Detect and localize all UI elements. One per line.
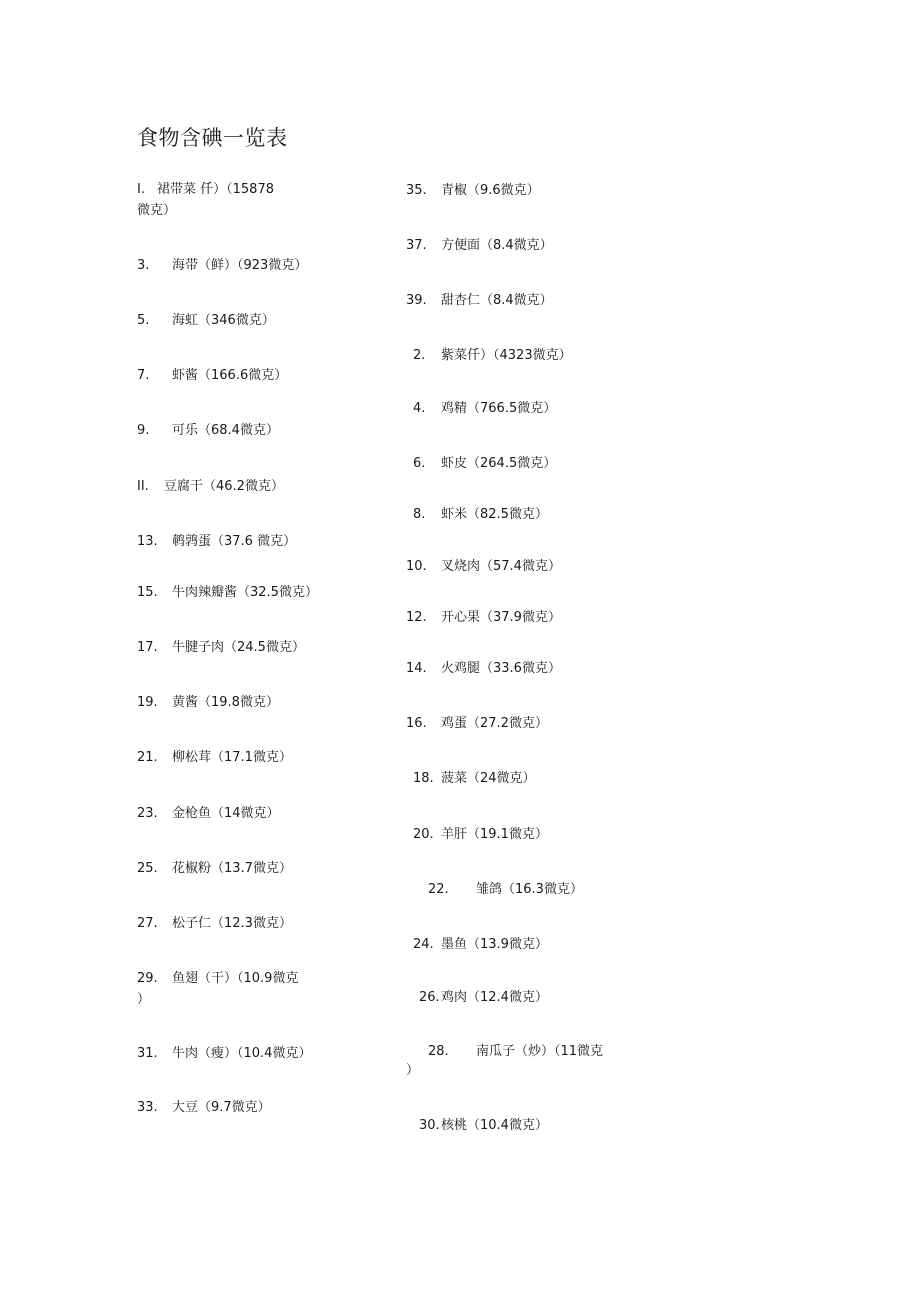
- item-label: 金枪鱼（14微克）: [172, 806, 280, 821]
- item-number: 19.: [137, 695, 158, 710]
- list-item: [406, 557, 561, 577]
- list-item: [137, 1098, 271, 1118]
- item-number: II.: [137, 479, 149, 494]
- item-number: 18.: [413, 771, 434, 786]
- list-item: [413, 399, 556, 419]
- item-label: 松子仁（12.3微克）: [172, 916, 292, 931]
- item-label: 鸡肉（12.4微克）: [441, 990, 548, 1005]
- item-number: 12.: [406, 610, 427, 625]
- item-label: 火鸡腿（33.6微克）: [441, 661, 561, 676]
- item-label: 虾米（82.5微克）: [441, 507, 548, 522]
- item-continuation: ）: [406, 1063, 420, 1078]
- item-label: 青椒（9.6微克）: [441, 183, 540, 198]
- item-number: 26.: [419, 990, 440, 1005]
- list-item: [137, 256, 307, 276]
- item-label: 开心果（37.9微克）: [441, 610, 561, 625]
- list-item: [137, 859, 292, 879]
- list-item: [413, 346, 572, 366]
- item-number: 29.: [137, 971, 158, 986]
- item-number: 31.: [137, 1046, 158, 1061]
- item-label: 虾皮（264.5微克）: [441, 456, 557, 471]
- list-item: [413, 935, 548, 955]
- item-number: 7.: [137, 368, 150, 383]
- item-number: 20.: [413, 827, 434, 842]
- item-number: 8.: [413, 507, 426, 522]
- item-number: 2.: [413, 348, 426, 363]
- list-item: [413, 454, 556, 474]
- list-item: [406, 181, 540, 201]
- item-label: 虾酱（166.6微克）: [172, 368, 288, 383]
- item-number: 30.: [419, 1118, 440, 1133]
- item-label: 裙带菜 仟）（15878: [157, 182, 274, 197]
- item-number: 15.: [137, 585, 158, 600]
- item-label: 黄酱（19.8微克）: [172, 695, 279, 710]
- item-number: 25.: [137, 861, 158, 876]
- item-number: 35.: [406, 183, 427, 198]
- item-label: 菠菜（24微克）: [441, 771, 536, 786]
- item-label: 牛腱子肉（24.5微克）: [172, 640, 305, 655]
- item-label: 方便面（8.4微克）: [441, 238, 553, 253]
- item-number: 23.: [137, 806, 158, 821]
- list-item: [137, 638, 305, 658]
- item-label: 鸡精（766.5微克）: [441, 401, 557, 416]
- list-item: [406, 608, 561, 628]
- item-label: 甜杏仁（8.4微克）: [441, 293, 553, 308]
- list-item: [137, 914, 292, 934]
- list-item: [413, 825, 548, 845]
- item-number: 5.: [137, 313, 150, 328]
- item-number: 16.: [406, 716, 427, 731]
- item-label: 羊肝（19.1微克）: [441, 827, 548, 842]
- item-number: 39.: [406, 293, 427, 308]
- item-label: 可乐（68.4微克）: [172, 423, 279, 438]
- list-item: [137, 969, 298, 989]
- list-item: [137, 421, 279, 441]
- item-number: 27.: [137, 916, 158, 931]
- item-continuation: 微克）: [137, 203, 177, 218]
- list-item: [137, 804, 280, 824]
- list-item: [406, 236, 553, 256]
- item-label: 牛肉辣瓣酱（32.5微克）: [172, 585, 318, 600]
- list-item: [406, 659, 561, 679]
- item-continuation: ）: [137, 992, 151, 1007]
- list-item: [137, 477, 284, 497]
- item-number: I.: [137, 182, 145, 197]
- item-number: 4.: [413, 401, 426, 416]
- page-title: 食物含碘一览表: [137, 126, 288, 150]
- item-label: 紫菜仟）（4323微克）: [441, 348, 572, 363]
- item-label: 豆腐干（46.2微克）: [164, 479, 284, 494]
- item-label: 柳松茸（17.1微克）: [172, 750, 292, 765]
- item-label: 核桃（10.4微克）: [441, 1118, 548, 1133]
- list-item: [137, 748, 292, 768]
- list-item: [137, 366, 287, 386]
- item-label: 海虹（346微克）: [172, 313, 275, 328]
- list-item: [137, 693, 279, 713]
- item-number: 14.: [406, 661, 427, 676]
- item-label: 鱼翅（干）（10.9微克: [172, 971, 299, 986]
- item-label: 墨鱼（13.9微克）: [441, 937, 548, 952]
- item-number: 10.: [406, 559, 427, 574]
- list-item: [137, 532, 296, 552]
- item-label: 鹌鹑蛋（37.6 微克）: [172, 534, 297, 549]
- list-item: [428, 1042, 603, 1062]
- list-item: [428, 880, 583, 900]
- item-label: 牛肉（瘦）（10.4微克）: [172, 1046, 312, 1061]
- item-number: 28.: [428, 1044, 449, 1059]
- item-number: 3.: [137, 258, 150, 273]
- item-number: 17.: [137, 640, 158, 655]
- list-item: [413, 505, 548, 525]
- list-item: [137, 180, 274, 200]
- item-label: 鸡蛋（27.2微克）: [441, 716, 548, 731]
- item-number: 33.: [137, 1100, 158, 1115]
- item-label: 叉烧肉（57.4微克）: [441, 559, 561, 574]
- list-item: [406, 714, 548, 734]
- list-item: [137, 583, 318, 603]
- item-label: 雏鸽（16.3微克）: [476, 882, 583, 897]
- item-number: 22.: [428, 882, 449, 897]
- list-item: [137, 311, 275, 331]
- item-number: 21.: [137, 750, 158, 765]
- item-number: 13.: [137, 534, 158, 549]
- list-item: [419, 1116, 548, 1136]
- item-label: 大豆（9.7微克）: [172, 1100, 271, 1115]
- item-number: 24.: [413, 937, 434, 952]
- item-number: 9.: [137, 423, 150, 438]
- list-item: [137, 1044, 311, 1064]
- item-label: 海带（鲜）（923微克）: [172, 258, 308, 273]
- list-item: [406, 291, 553, 311]
- list-item: [419, 988, 548, 1008]
- item-number: 37.: [406, 238, 427, 253]
- item-label: 南瓜子（炒）（11微克: [476, 1044, 604, 1059]
- item-label: 花椒粉（13.7微克）: [172, 861, 292, 876]
- list-item: [413, 769, 536, 789]
- item-number: 6.: [413, 456, 426, 471]
